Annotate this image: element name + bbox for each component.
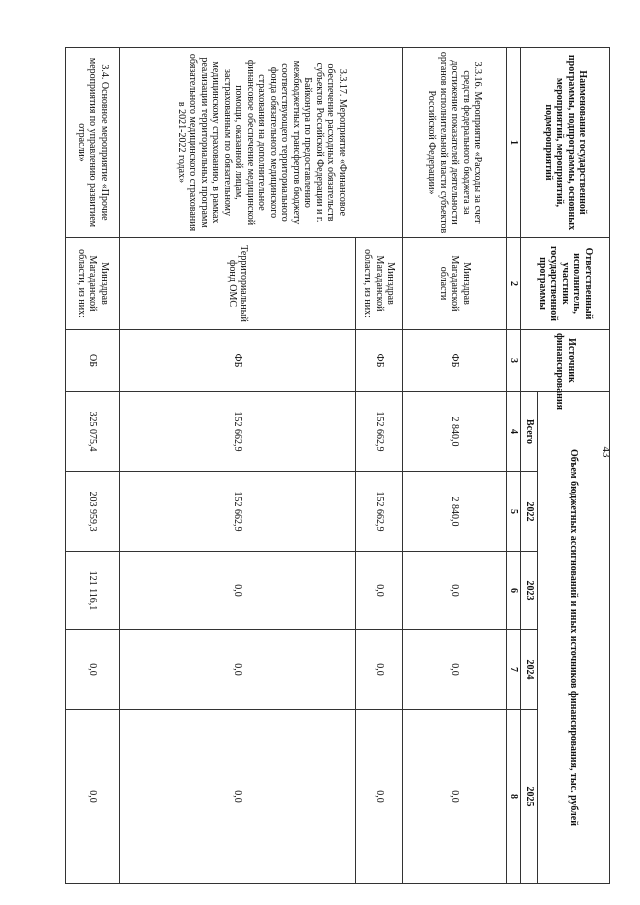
row-name: 3.3.16. Мероприятие «Расходы за счет средств федерального бюджета за достижение показателей деятельности органов исполнительной власти субъектов Российской Федерации» — [403, 48, 507, 238]
header-2023: 2023 — [521, 552, 538, 630]
col-number: 2 — [507, 238, 522, 330]
row-2024: 0,0 — [66, 630, 120, 710]
row-total: 152 662,9 — [120, 392, 356, 472]
header-2024: 2024 — [521, 630, 538, 710]
header-2025: 2025 — [521, 710, 538, 884]
col-number: 3 — [507, 330, 522, 392]
row-total: 2 840,0 — [403, 392, 507, 472]
row-2024: 0,0 — [356, 630, 403, 710]
row-2025: 0,0 — [403, 710, 507, 884]
row-2025: 0,0 — [120, 710, 356, 884]
row-2023: 0,0 — [356, 552, 403, 630]
row-2023: 121 116,1 — [66, 552, 120, 630]
table-row — [66, 48, 120, 884]
col-number: 7 — [507, 630, 522, 710]
row-source: ФБ — [356, 330, 403, 392]
row-2024: 0,0 — [403, 630, 507, 710]
row-executor: Территориальный фонд ОМС — [120, 238, 356, 330]
header-executor: Ответственный исполнитель, участник государственной программы — [521, 238, 610, 330]
col-number: 1 — [507, 48, 522, 238]
header-funding: Объем бюджетных ассигнований и иных источников финансирования, тыс. рублей — [538, 392, 610, 884]
row-executor: Минздрав Магаданской области, из них: — [66, 238, 120, 330]
col-number: 5 — [507, 472, 522, 552]
row-total: 152 662,9 — [356, 392, 403, 472]
col-number: 4 — [507, 392, 522, 472]
row-name: 3.4. Основное мероприятие «Прочие мероприятия по управлению развитием отрасли» — [66, 48, 120, 238]
budget-table — [65, 47, 610, 884]
row-2023: 0,0 — [403, 552, 507, 630]
row-2023: 0,0 — [120, 552, 356, 630]
row-2022: 152 662,9 — [120, 472, 356, 552]
row-2022: 152 662,9 — [356, 472, 403, 552]
header-name: Наименование государственной программы, подпрограммы, основных мероприятий, мероприятий, подмероприятий — [521, 48, 610, 238]
row-2024: 0,0 — [120, 630, 356, 710]
row-name: 3.3.17. Мероприятие «Финансовое обеспечение расходных обязательств субъектов Российской Федерации и г. Байконура по предоставлению межбюджетных трансфертов бюджету соответствующего территориального фонда обязательного медицинского страхования на дополнительное финансовое обеспечение медицинской помощи, оказанной лицам, застрахованным по обязательному медицинскому страхованию, в рамках реализации территориальных программ обязательного медицинского страхования в 2021-2022 годах» — [120, 48, 403, 238]
row-2025: 0,0 — [66, 710, 120, 884]
col-number: 6 — [507, 552, 522, 630]
row-2025: 0,0 — [356, 710, 403, 884]
header-source: Источник финансирования — [521, 330, 610, 392]
header-total: Всего — [521, 392, 538, 472]
row-executor: Минздрав Магаданской области, из них: — [356, 238, 403, 330]
row-source: ФБ — [403, 330, 507, 392]
row-executor: Минздрав Магаданской области — [403, 238, 507, 330]
header-2022: 2022 — [521, 472, 538, 552]
col-number: 8 — [507, 710, 522, 884]
table-row — [403, 48, 507, 884]
row-source: ОБ — [66, 330, 120, 392]
row-2022: 203 959,3 — [66, 472, 120, 552]
page-number: 43 — [600, 446, 612, 458]
table-row — [356, 48, 403, 884]
row-total: 325 075,4 — [66, 392, 120, 472]
budget-table-rotated — [65, 47, 610, 883]
row-2022: 2 840,0 — [403, 472, 507, 552]
row-source: ФБ — [120, 330, 356, 392]
